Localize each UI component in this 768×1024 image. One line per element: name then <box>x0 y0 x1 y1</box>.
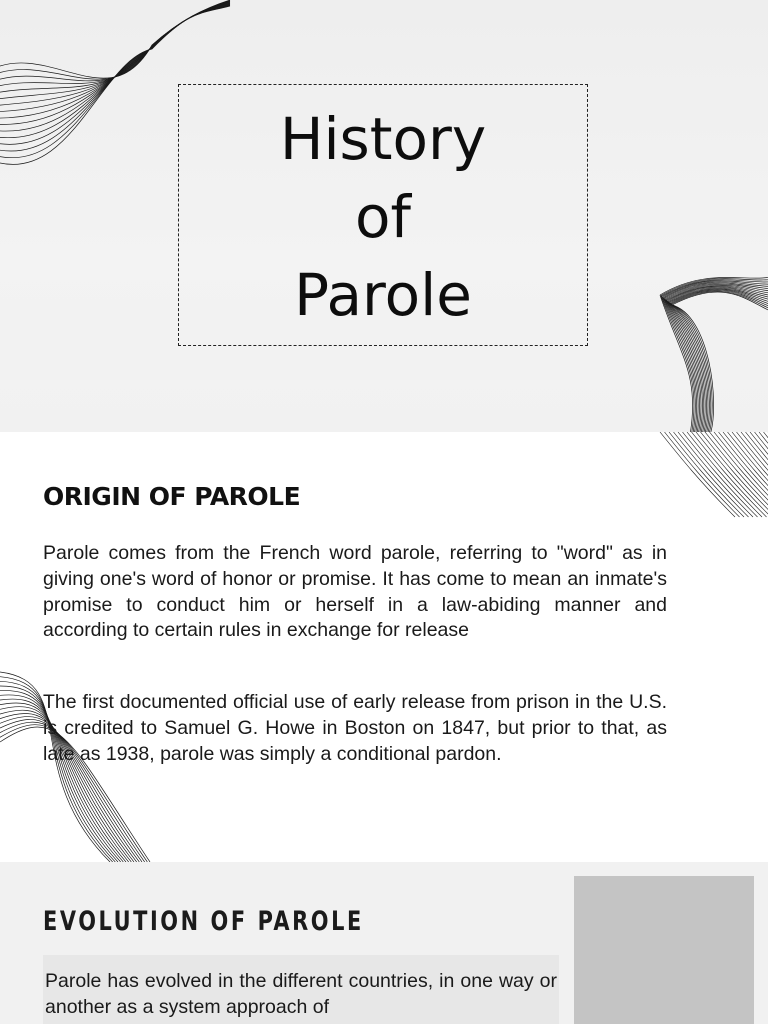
evolution-heading: EVOLUTION OF PAROLE <box>43 906 364 937</box>
evolution-section <box>0 862 768 1024</box>
origin-paragraph-2: The first documented official use of early release from prison in the U.S. is credited to Samuel G. Howe in Boston on 1847, but prior to that, as late as 1938, parole was simply a conditional pardon. <box>43 691 667 765</box>
hero-section <box>0 0 768 432</box>
origin-paragraph-1: Parole comes from the French word parole, referring to "word" as in giving one's word of honor or promise. It has come to mean an inmate's promise to conduct him or herself in a law-abiding manner and according to certain rules in exchange for release <box>43 542 667 642</box>
wave-line <box>670 304 710 432</box>
title-box <box>178 84 588 346</box>
wave-line <box>0 0 230 79</box>
origin-section <box>0 432 768 862</box>
wave-line <box>710 432 768 517</box>
wave-decoration-right <box>660 265 768 432</box>
evolution-paragraph: Parole has evolved in the different countries, in one way or another as a system approach of <box>45 970 557 1018</box>
wave-line <box>750 432 768 517</box>
wave-line <box>696 432 768 517</box>
wave-line <box>662 297 696 432</box>
origin-heading: ORIGIN OF PAROLE <box>43 482 301 511</box>
wave-line <box>0 0 230 78</box>
image-placeholder <box>574 876 754 1024</box>
wave-line <box>664 298 700 432</box>
title-line-1: History <box>279 105 487 173</box>
title-line-3: Parole <box>294 261 472 329</box>
diagonal-lines-decoration-right <box>660 432 768 517</box>
title-line-2: of <box>355 183 411 251</box>
wave-line <box>755 432 768 517</box>
wave-line <box>723 432 768 517</box>
